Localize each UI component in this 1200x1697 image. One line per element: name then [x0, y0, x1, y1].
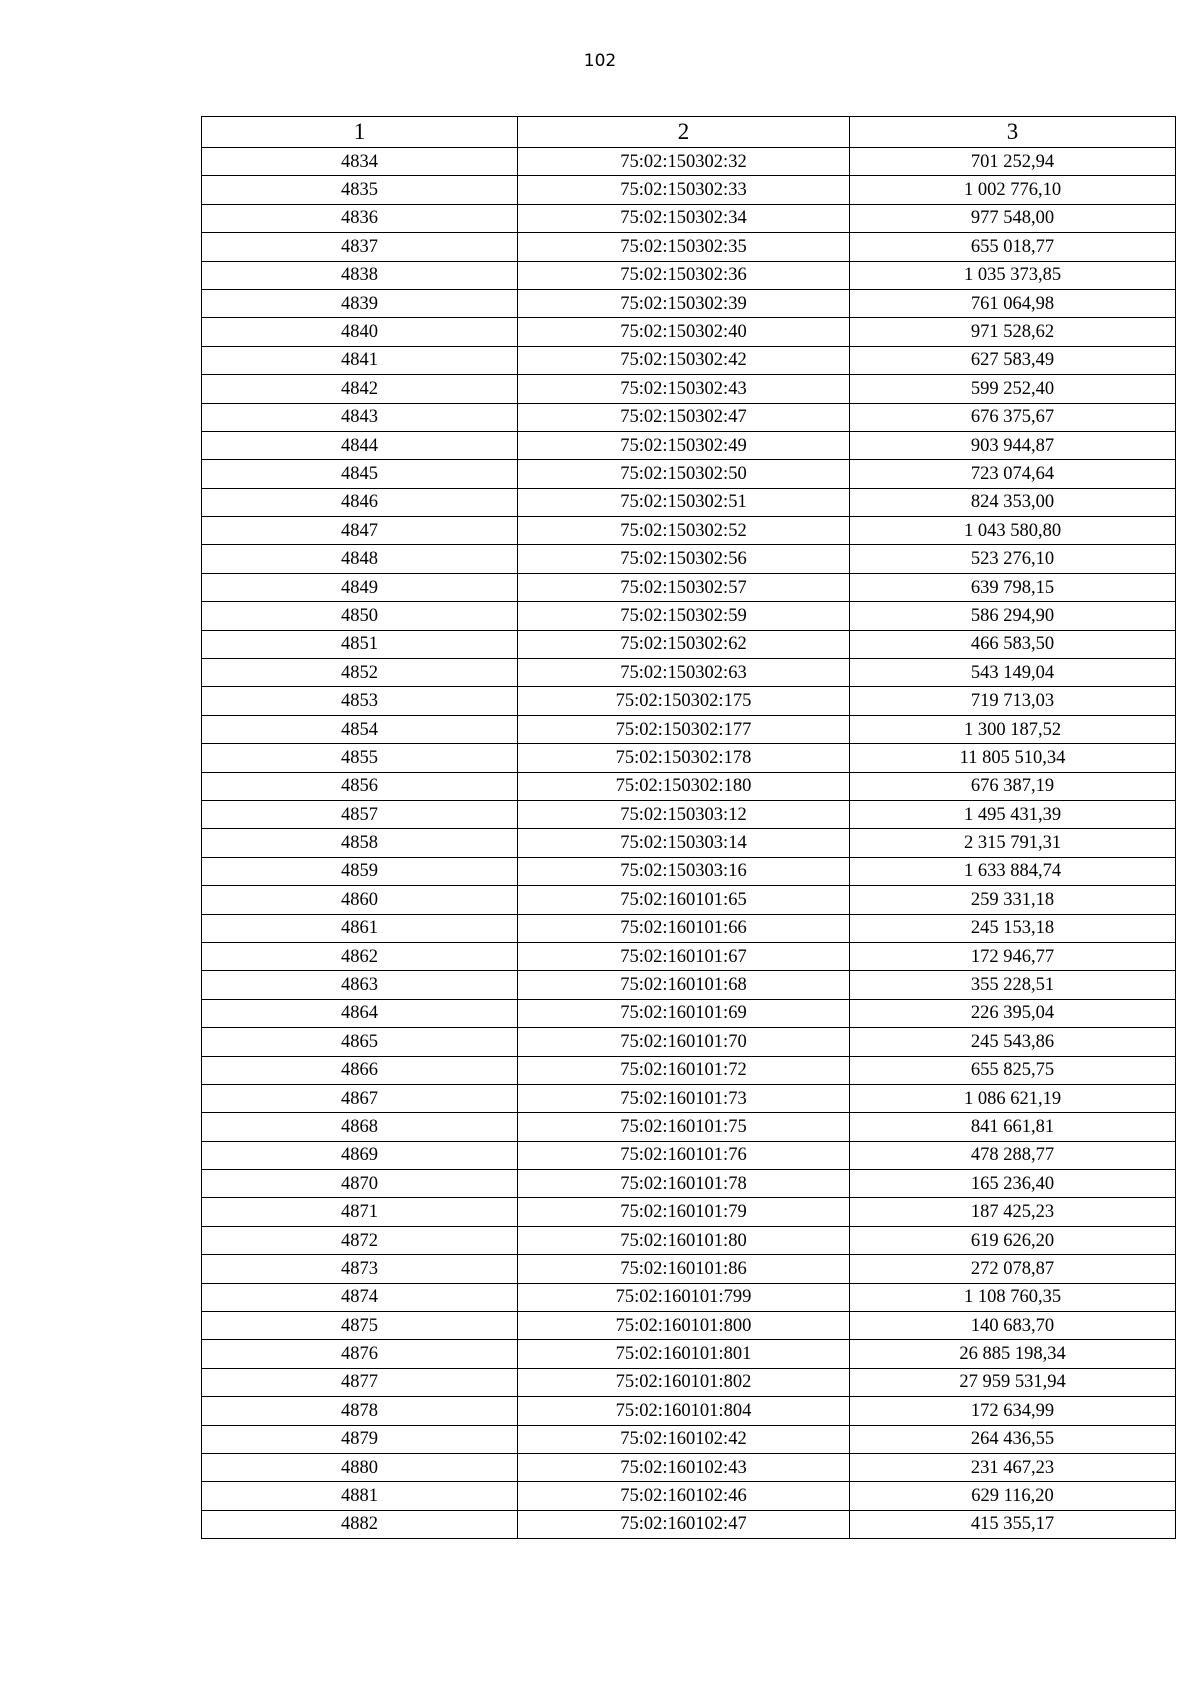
table-row	[202, 857, 1176, 885]
amount-cell: 903 944,87	[850, 431, 1176, 459]
amount-cell: 655 825,75	[850, 1056, 1176, 1084]
row-number-cell: 4880	[202, 1453, 518, 1481]
cadastral-number-cell: 75:02:160101:72	[518, 1056, 850, 1084]
cadastral-number-cell: 75:02:160101:76	[518, 1141, 850, 1169]
table-row	[202, 431, 1176, 459]
cadastral-number-cell: 75:02:160101:802	[518, 1368, 850, 1396]
row-number-cell: 4862	[202, 942, 518, 970]
row-number-cell: 4854	[202, 715, 518, 743]
row-number-cell: 4865	[202, 1028, 518, 1056]
row-number-cell: 4855	[202, 744, 518, 772]
row-number-cell: 4856	[202, 772, 518, 800]
row-number-cell: 4852	[202, 659, 518, 687]
table-row	[202, 148, 1176, 176]
table-body	[202, 148, 1176, 1539]
cadastral-number-cell: 75:02:160101:69	[518, 999, 850, 1027]
cadastral-number-cell: 75:02:160101:801	[518, 1340, 850, 1368]
amount-cell: 11 805 510,34	[850, 744, 1176, 772]
table-row	[202, 233, 1176, 261]
table-row	[202, 1255, 1176, 1283]
cadastral-number-cell: 75:02:160101:68	[518, 971, 850, 999]
table-row	[202, 1510, 1176, 1538]
row-number-cell: 4847	[202, 517, 518, 545]
cadastral-number-cell: 75:02:150302:178	[518, 744, 850, 772]
table-row	[202, 1283, 1176, 1311]
row-number-cell: 4835	[202, 176, 518, 204]
amount-cell: 619 626,20	[850, 1226, 1176, 1254]
table-row	[202, 602, 1176, 630]
table-row	[202, 176, 1176, 204]
amount-cell: 165 236,40	[850, 1170, 1176, 1198]
table-row	[202, 1113, 1176, 1141]
table-row	[202, 1368, 1176, 1396]
cadastral-number-cell: 75:02:150302:40	[518, 318, 850, 346]
table-row	[202, 1482, 1176, 1510]
amount-cell: 355 228,51	[850, 971, 1176, 999]
amount-cell: 1 002 776,10	[850, 176, 1176, 204]
row-number-cell: 4868	[202, 1113, 518, 1141]
table-row	[202, 630, 1176, 658]
row-number-cell: 4877	[202, 1368, 518, 1396]
amount-cell: 245 153,18	[850, 914, 1176, 942]
table-header-row	[202, 117, 1176, 148]
cadastral-number-cell: 75:02:150302:56	[518, 545, 850, 573]
row-number-cell: 4859	[202, 857, 518, 885]
table-row	[202, 573, 1176, 601]
amount-cell: 971 528,62	[850, 318, 1176, 346]
amount-cell: 26 885 198,34	[850, 1340, 1176, 1368]
row-number-cell: 4861	[202, 914, 518, 942]
cadastral-number-cell: 75:02:160102:43	[518, 1453, 850, 1481]
amount-cell: 1 108 760,35	[850, 1283, 1176, 1311]
amount-cell: 977 548,00	[850, 204, 1176, 232]
cadastral-number-cell: 75:02:150302:63	[518, 659, 850, 687]
table-row	[202, 1425, 1176, 1453]
cadastral-number-cell: 75:02:150302:180	[518, 772, 850, 800]
table-row	[202, 204, 1176, 232]
amount-cell: 1 495 431,39	[850, 800, 1176, 828]
row-number-cell: 4878	[202, 1397, 518, 1425]
row-number-cell: 4851	[202, 630, 518, 658]
cadastral-number-cell: 75:02:160101:67	[518, 942, 850, 970]
table-row	[202, 715, 1176, 743]
table-row	[202, 1397, 1176, 1425]
row-number-cell: 4846	[202, 488, 518, 516]
amount-cell: 629 116,20	[850, 1482, 1176, 1510]
cadastral-number-cell: 75:02:150302:62	[518, 630, 850, 658]
row-number-cell: 4867	[202, 1084, 518, 1112]
table-row	[202, 403, 1176, 431]
cadastral-number-cell: 75:02:150302:33	[518, 176, 850, 204]
row-number-cell: 4860	[202, 886, 518, 914]
table-row	[202, 942, 1176, 970]
row-number-cell: 4842	[202, 375, 518, 403]
table-row	[202, 375, 1176, 403]
cadastral-number-cell: 75:02:160101:79	[518, 1198, 850, 1226]
table-row	[202, 971, 1176, 999]
amount-cell: 2 315 791,31	[850, 829, 1176, 857]
cadastral-number-cell: 75:02:160102:47	[518, 1510, 850, 1538]
amount-cell: 478 288,77	[850, 1141, 1176, 1169]
cadastral-number-cell: 75:02:160101:80	[518, 1226, 850, 1254]
table-row	[202, 346, 1176, 374]
cadastral-number-cell: 75:02:150302:43	[518, 375, 850, 403]
amount-cell: 676 375,67	[850, 403, 1176, 431]
amount-cell: 226 395,04	[850, 999, 1176, 1027]
table-row	[202, 1141, 1176, 1169]
cadastral-number-cell: 75:02:160101:70	[518, 1028, 850, 1056]
amount-cell: 1 300 187,52	[850, 715, 1176, 743]
table-row	[202, 460, 1176, 488]
cadastral-number-cell: 75:02:150302:52	[518, 517, 850, 545]
amount-cell: 586 294,90	[850, 602, 1176, 630]
row-number-cell: 4838	[202, 261, 518, 289]
table-row	[202, 1198, 1176, 1226]
table-row	[202, 545, 1176, 573]
amount-cell: 466 583,50	[850, 630, 1176, 658]
row-number-cell: 4834	[202, 148, 518, 176]
table-row	[202, 772, 1176, 800]
amount-cell: 245 543,86	[850, 1028, 1176, 1056]
amount-cell: 761 064,98	[850, 289, 1176, 317]
cadastral-number-cell: 75:02:150302:32	[518, 148, 850, 176]
row-number-cell: 4871	[202, 1198, 518, 1226]
cadastral-number-cell: 75:02:160102:42	[518, 1425, 850, 1453]
row-number-cell: 4850	[202, 602, 518, 630]
amount-cell: 415 355,17	[850, 1510, 1176, 1538]
row-number-cell: 4866	[202, 1056, 518, 1084]
cadastral-number-cell: 75:02:150302:57	[518, 573, 850, 601]
cadastral-number-cell: 75:02:150303:12	[518, 800, 850, 828]
amount-cell: 523 276,10	[850, 545, 1176, 573]
row-number-cell: 4845	[202, 460, 518, 488]
table-row	[202, 1028, 1176, 1056]
cadastral-number-cell: 75:02:150302:59	[518, 602, 850, 630]
table-row	[202, 1312, 1176, 1340]
row-number-cell: 4869	[202, 1141, 518, 1169]
table-row	[202, 318, 1176, 346]
row-number-cell: 4844	[202, 431, 518, 459]
table-header	[202, 117, 1176, 148]
amount-cell: 701 252,94	[850, 148, 1176, 176]
cadastral-number-cell: 75:02:160101:75	[518, 1113, 850, 1141]
amount-cell: 1 043 580,80	[850, 517, 1176, 545]
amount-cell: 841 661,81	[850, 1113, 1176, 1141]
cadastral-number-cell: 75:02:150303:14	[518, 829, 850, 857]
amount-cell: 824 353,00	[850, 488, 1176, 516]
table-row	[202, 999, 1176, 1027]
cadastral-number-cell: 75:02:160101:73	[518, 1084, 850, 1112]
amount-cell: 599 252,40	[850, 375, 1176, 403]
table-row	[202, 517, 1176, 545]
amount-cell: 719 713,03	[850, 687, 1176, 715]
table-row	[202, 261, 1176, 289]
row-number-cell: 4843	[202, 403, 518, 431]
row-number-cell: 4848	[202, 545, 518, 573]
cadastral-number-cell: 75:02:160101:86	[518, 1255, 850, 1283]
amount-cell: 723 074,64	[850, 460, 1176, 488]
amount-cell: 172 946,77	[850, 942, 1176, 970]
amount-cell: 1 633 884,74	[850, 857, 1176, 885]
amount-cell: 259 331,18	[850, 886, 1176, 914]
table-row	[202, 687, 1176, 715]
cadastral-number-cell: 75:02:160101:804	[518, 1397, 850, 1425]
table-row	[202, 829, 1176, 857]
table-row	[202, 914, 1176, 942]
table-row	[202, 1340, 1176, 1368]
column-header-1: 1	[202, 117, 518, 148]
amount-cell: 655 018,77	[850, 233, 1176, 261]
row-number-cell: 4872	[202, 1226, 518, 1254]
cadastral-number-cell: 75:02:150302:50	[518, 460, 850, 488]
cadastral-number-cell: 75:02:160101:65	[518, 886, 850, 914]
cadastral-number-cell: 75:02:150302:42	[518, 346, 850, 374]
table-row	[202, 886, 1176, 914]
table-row	[202, 1170, 1176, 1198]
amount-cell: 172 634,99	[850, 1397, 1176, 1425]
table-row	[202, 289, 1176, 317]
row-number-cell: 4840	[202, 318, 518, 346]
table-row	[202, 800, 1176, 828]
amount-cell: 627 583,49	[850, 346, 1176, 374]
column-header-3: 3	[850, 117, 1176, 148]
table-row	[202, 1084, 1176, 1112]
table-row	[202, 744, 1176, 772]
cadastral-number-cell: 75:02:160101:78	[518, 1170, 850, 1198]
row-number-cell: 4873	[202, 1255, 518, 1283]
cadastral-number-cell: 75:02:160101:66	[518, 914, 850, 942]
cadastral-number-cell: 75:02:150302:35	[518, 233, 850, 261]
row-number-cell: 4839	[202, 289, 518, 317]
row-number-cell: 4876	[202, 1340, 518, 1368]
cadastral-number-cell: 75:02:150302:177	[518, 715, 850, 743]
row-number-cell: 4882	[202, 1510, 518, 1538]
cadastral-number-cell: 75:02:150302:39	[518, 289, 850, 317]
amount-cell: 187 425,23	[850, 1198, 1176, 1226]
data-table	[201, 116, 1176, 1539]
page-number: 102	[583, 51, 617, 71]
cadastral-number-cell: 75:02:160101:799	[518, 1283, 850, 1311]
table-row	[202, 1226, 1176, 1254]
row-number-cell: 4879	[202, 1425, 518, 1453]
cadastral-number-cell: 75:02:150302:36	[518, 261, 850, 289]
amount-cell: 272 078,87	[850, 1255, 1176, 1283]
row-number-cell: 4881	[202, 1482, 518, 1510]
amount-cell: 676 387,19	[850, 772, 1176, 800]
amount-cell: 1 086 621,19	[850, 1084, 1176, 1112]
amount-cell: 543 149,04	[850, 659, 1176, 687]
amount-cell: 231 467,23	[850, 1453, 1176, 1481]
cadastral-number-cell: 75:02:150302:49	[518, 431, 850, 459]
row-number-cell: 4841	[202, 346, 518, 374]
row-number-cell: 4863	[202, 971, 518, 999]
cadastral-number-cell: 75:02:150302:175	[518, 687, 850, 715]
amount-cell: 264 436,55	[850, 1425, 1176, 1453]
row-number-cell: 4836	[202, 204, 518, 232]
cadastral-number-cell: 75:02:160101:800	[518, 1312, 850, 1340]
cadastral-number-cell: 75:02:150302:51	[518, 488, 850, 516]
cadastral-number-cell: 75:02:150302:34	[518, 204, 850, 232]
table-row	[202, 659, 1176, 687]
row-number-cell: 4853	[202, 687, 518, 715]
amount-cell: 27 959 531,94	[850, 1368, 1176, 1396]
amount-cell: 639 798,15	[850, 573, 1176, 601]
amount-cell: 1 035 373,85	[850, 261, 1176, 289]
row-number-cell: 4849	[202, 573, 518, 601]
row-number-cell: 4875	[202, 1312, 518, 1340]
row-number-cell: 4864	[202, 999, 518, 1027]
row-number-cell: 4857	[202, 800, 518, 828]
table-row	[202, 488, 1176, 516]
row-number-cell: 4874	[202, 1283, 518, 1311]
row-number-cell: 4858	[202, 829, 518, 857]
row-number-cell: 4870	[202, 1170, 518, 1198]
table-row	[202, 1056, 1176, 1084]
cadastral-number-cell: 75:02:150303:16	[518, 857, 850, 885]
amount-cell: 140 683,70	[850, 1312, 1176, 1340]
cadastral-number-cell: 75:02:150302:47	[518, 403, 850, 431]
cadastral-number-cell: 75:02:160102:46	[518, 1482, 850, 1510]
table-row	[202, 1453, 1176, 1481]
row-number-cell: 4837	[202, 233, 518, 261]
column-header-2: 2	[518, 117, 850, 148]
